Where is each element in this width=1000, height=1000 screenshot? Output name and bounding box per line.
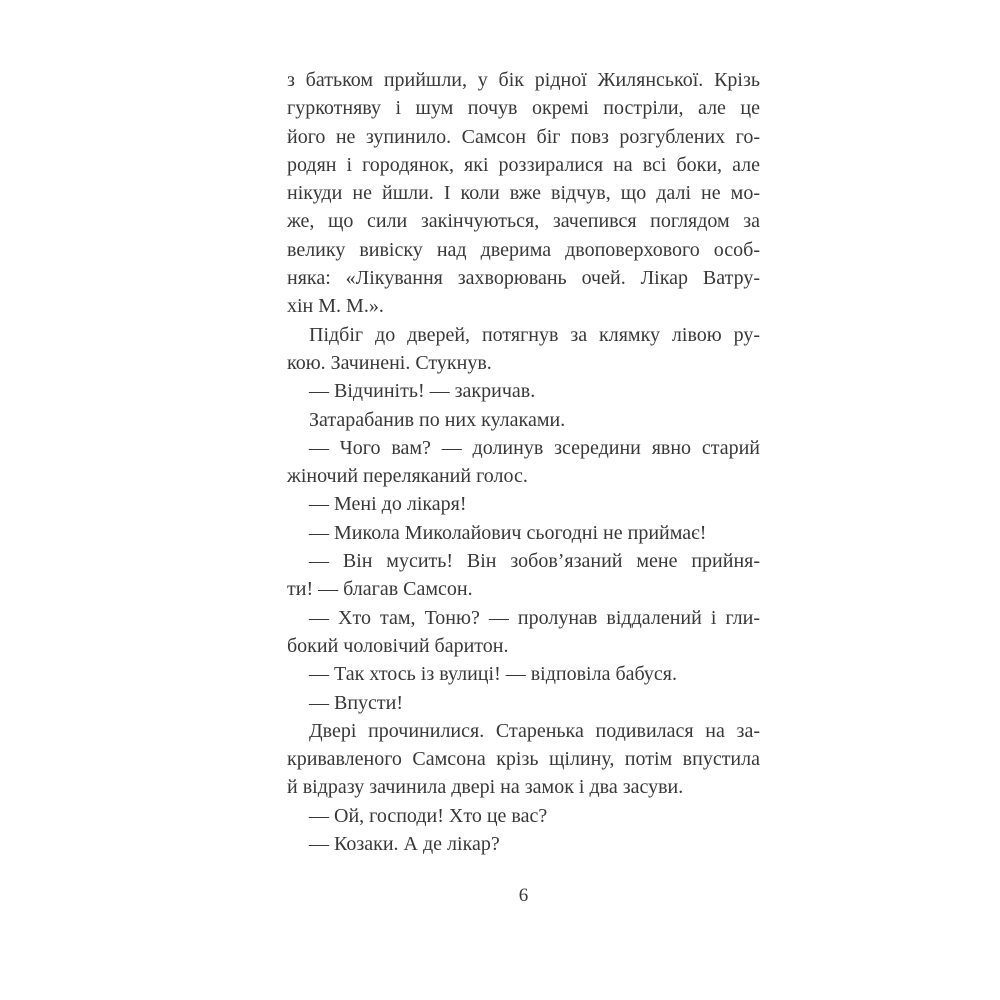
text-line: — Так хтось із вулиці! — відповіла бабуся. <box>309 663 678 686</box>
paragraph <box>287 604 760 661</box>
text-line: Підбіг до дверей, потягнув за клямку лівою ру- <box>309 323 760 346</box>
text-line: нікуди не йшли. І коли вже відчув, що далі не мо- <box>287 182 760 205</box>
paragraph <box>287 321 760 378</box>
text-line: родян і городянок, які роззиралися на всі боки, але <box>287 153 760 176</box>
text-line: — Хто там, Тоню? — пролунав віддалений і гли- <box>309 606 760 629</box>
paragraph <box>287 490 760 518</box>
paragraph <box>287 377 760 405</box>
text-line: — Микола Миколайович сьогодні не приймає! <box>309 521 707 544</box>
text-line: гуркотняву і шум почув окремі постріли, але це <box>287 97 760 120</box>
text-line: з батьком прийшли, у бік рідної Жилянської. Крізь <box>287 69 760 91</box>
text-line: — Впусти! <box>309 691 404 714</box>
text-line: — Ой, господи! Хто це вас? <box>309 804 548 827</box>
text-line: — Чого вам? — долинув зсередини явно старий <box>309 436 760 459</box>
paragraph <box>287 66 760 321</box>
text-line: кривавленого Самсона крізь щілину, потім впустила <box>287 748 760 771</box>
text-line: хін М. М.». <box>287 295 384 318</box>
text-line: — Козаки. А де лікар? <box>309 833 500 856</box>
text-line: його не зупинило. Самсон біг повз розгублених го- <box>287 125 760 148</box>
text-line: — Мені до лікаря! <box>309 493 467 516</box>
page-text-block <box>287 66 760 858</box>
text-line: кою. Зачинені. Стукнув. <box>287 351 492 374</box>
text-line: жіночий переляканий голос. <box>287 465 528 488</box>
text-line: — Відчиніть! — закричав. <box>309 380 536 403</box>
paragraph <box>287 689 760 717</box>
text-line: й відразу зачинила двері на замок і два засуви. <box>287 776 684 799</box>
text-line: ти! — благав Самсон. <box>287 578 473 601</box>
paragraph <box>287 406 760 434</box>
page-number: 6 <box>518 885 529 906</box>
text-line: же, що сили закінчуються, зачепився поглядом за <box>287 210 760 233</box>
paragraph <box>287 434 760 491</box>
text-line: — Він мусить! Він зобов’язаний мене прийня- <box>309 550 760 573</box>
paragraph <box>287 547 760 604</box>
paragraph <box>287 660 760 688</box>
text-line: Двері прочинилися. Старенька подивилася на за- <box>309 719 760 742</box>
paragraph <box>287 802 760 830</box>
paragraph <box>287 717 760 802</box>
paragraph <box>287 519 760 547</box>
paragraph <box>287 830 760 858</box>
text-line: Затарабанив по них кулаками. <box>309 408 566 431</box>
text-line: велику вивіску над дверима двоповерхового особ- <box>287 238 760 261</box>
text-line: няка: «Лікування захворювань очей. Лікар Ватру- <box>287 267 760 290</box>
text-line: бокий чоловічий баритон. <box>287 634 509 657</box>
